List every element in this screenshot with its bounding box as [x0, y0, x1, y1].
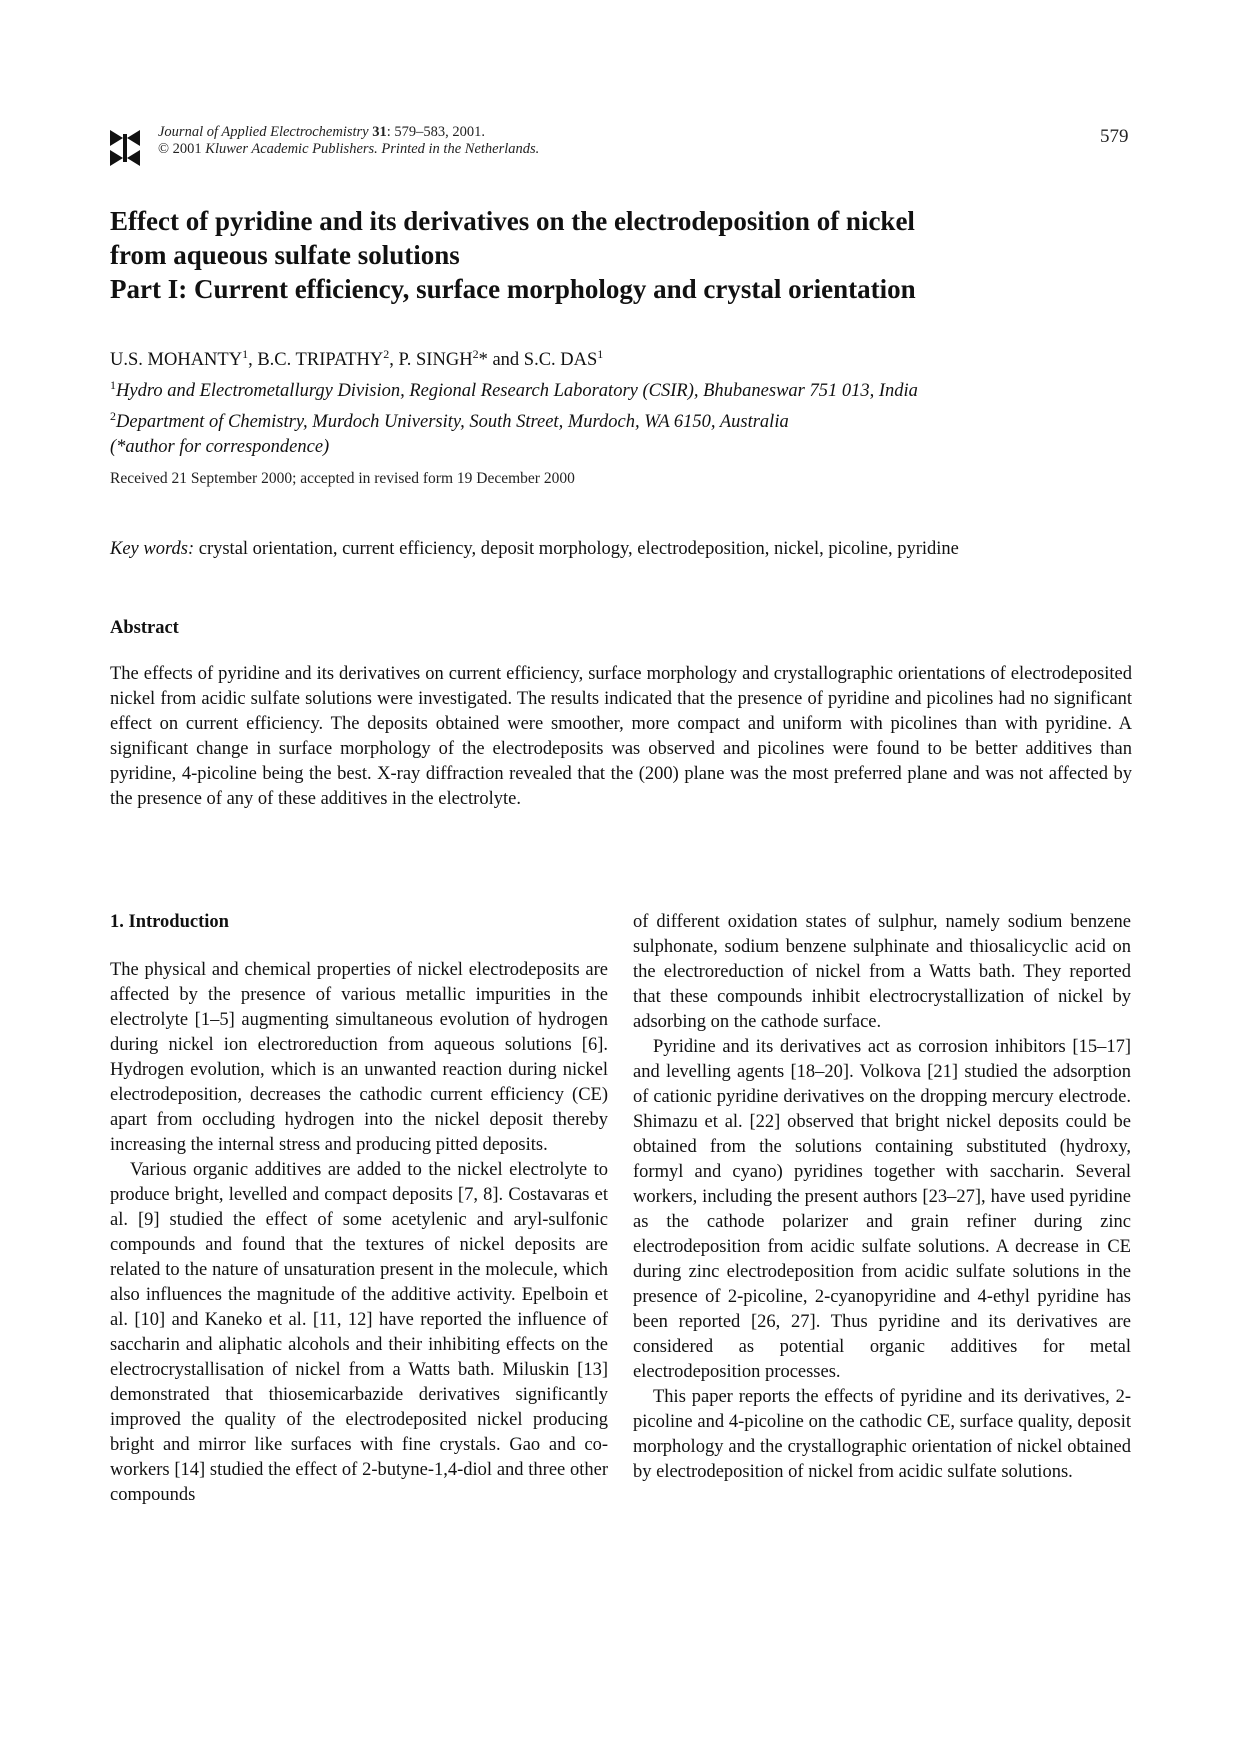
affiliation-marker: 2 — [383, 347, 390, 361]
column-right — [633, 910, 1131, 1485]
column-left — [110, 910, 608, 1508]
publisher-logo-icon — [108, 128, 142, 168]
page-number: 579 — [1100, 126, 1129, 147]
body-paragraph: Various organic additives are added to the nickel electrolyte to produce bright, levelled and compact deposits [7, 8]. Costavaras et al. [9] studied the effect of some acetylenic and aryl-sulfonic compounds and found that the textures of nickel deposits are related to the nature of unsaturation present in the molecule, which also influences the magnitude of the additive activity. Epelboin et al. [10] and Kaneko et al. [11, 12] have reported the influence of saccharin and aliphatic alcohols and their inhibiting effects on the electrocrystallisation of nickel from a Watts bath. Miluskin [13] demonstrated that thiosemicarbazide derivatives significantly improved the quality of the electrodeposited nickel producing bright and mirror like surfaces with fine crystals. Gao and co-workers [14] studied the effect of 2-butyne-1,4-diol and three other compounds — [110, 1160, 608, 1505]
author-name: * and S.C. DAS — [478, 350, 598, 371]
body-paragraph: The physical and chemical properties of nickel electrodeposits are affected by the presence of various metallic impurities in the electrolyte [1–5] augmenting simultaneous evolution of hydrogen during nickel ion electroreduction from aqueous solutions [6]. Hydrogen evolution, which is an unwanted reaction during nickel electrodeposition, decreases the cathodic current efficiency (CE) apart from occluding hydrogen into the nickel deposit thereby increasing the internal stress and producing pitted deposits. — [110, 960, 608, 1155]
abstract-text: The effects of pyridine and its derivatives on current efficiency, surface morphology and crystallographic orientations of electrodeposited nickel from acidic sulfate solutions were investigated. The results indicated that the presence of pyridine and picolines had no significant effect on current efficiency. The deposits obtained were smoother, more compact and uniform with picolines than with pyridine. A significant change in surface morphology of the electrodeposits was observed and picolines were found to be better additives than pyridine, 4-picoline being the best. X-ray diffraction revealed that the (200) plane was the most preferred plane and was not affected by the presence of any of these additives in the electrolyte. — [110, 664, 1132, 809]
body-paragraph: This paper reports the effects of pyridine and its derivatives, 2-picoline and 4-picoline on the cathodic CE, surface quality, deposit morphology and the crystallographic orientation of nickel obtained by electrodeposition of nickel from acidic sulfate solutions. — [633, 1387, 1131, 1482]
title-line: from aqueous sulfate solutions — [110, 240, 460, 270]
keywords-label: Key words: — [110, 539, 195, 559]
journal-name: Journal of Applied Electrochemistry — [158, 124, 369, 140]
author-list — [110, 347, 603, 371]
keywords — [110, 539, 959, 560]
keywords-text: crystal orientation, current efficiency, deposit morphology, electrodeposition, nickel, picoline, pyridine — [194, 539, 959, 559]
affiliation-number: 1 — [110, 378, 116, 392]
abstract-heading: Abstract — [110, 618, 179, 638]
paper-title — [110, 204, 1150, 306]
copyright-prefix: © 2001 — [158, 141, 206, 157]
title-line: Part I: Current efficiency, surface morphology and crystal orientation — [110, 274, 916, 304]
copyright-publisher: Kluwer Academic Publishers. Printed in the Netherlands. — [205, 141, 540, 157]
title-line: Effect of pyridine and its derivatives on the electrodeposition of nickel — [110, 206, 915, 236]
body-paragraph: of different oxidation states of sulphur, namely sodium benzene sulphonate, sodium benzene sulphinate and thiosalicyclic acid on the electroreduction of nickel from a Watts bath. They reported that these compounds inhibit electrocrystallization of nickel by adsorbing on the cathode surface. — [633, 912, 1131, 1032]
affiliations — [110, 373, 918, 460]
correspondence-note: (*author for correspondence) — [110, 437, 330, 458]
journal-citation — [158, 124, 539, 158]
section-heading: 1. Introduction — [110, 912, 229, 932]
received-dates: Received 21 September 2000; accepted in revised form 19 December 2000 — [110, 470, 575, 487]
author-name: , P. SINGH — [389, 350, 473, 371]
journal-volume: 31 — [372, 124, 387, 140]
affiliation-marker: 1 — [242, 347, 249, 361]
body-paragraph: Pyridine and its derivatives act as corrosion inhibitors [15–17] and levelling agents [18–20]. Volkova [21] studied the adsorption of cationic pyridine derivatives on the dropping mercury electrode. Shimazu et al. [22] observed that bright nickel deposits could be obtained from the solutions containing substituted (hydroxy, formyl and cyano) pyridines together with saccharin. Several workers, including the present authors [23–27], have used pyridine as the cathode polarizer and grain refiner during zinc electrodeposition from acidic sulfate solutions. A decrease in CE during zinc electrodeposition from acidic sulfate solutions in the presence of 2-picoline, 2-cyanopyridine and 4-ethyl pyridine has been reported [26, 27]. Thus pyridine and its derivatives are considered as potential organic additives for metal electrodeposition processes. — [633, 1037, 1131, 1382]
affiliation-marker: 2 — [472, 347, 479, 361]
author-name: , B.C. TRIPATHY — [248, 350, 384, 371]
affiliation-text: Department of Chemistry, Murdoch University, South Street, Murdoch, WA 6150, Australia — [116, 412, 789, 433]
author-name: U.S. MOHANTY — [110, 350, 243, 371]
affiliation-marker: 1 — [597, 347, 604, 361]
journal-pages: : 579–583, 2001. — [386, 124, 486, 140]
affiliation-text: Hydro and Electrometallurgy Division, Regional Research Laboratory (CSIR), Bhubaneswar 751 013, India — [116, 381, 918, 402]
affiliation-number: 2 — [110, 409, 116, 424]
